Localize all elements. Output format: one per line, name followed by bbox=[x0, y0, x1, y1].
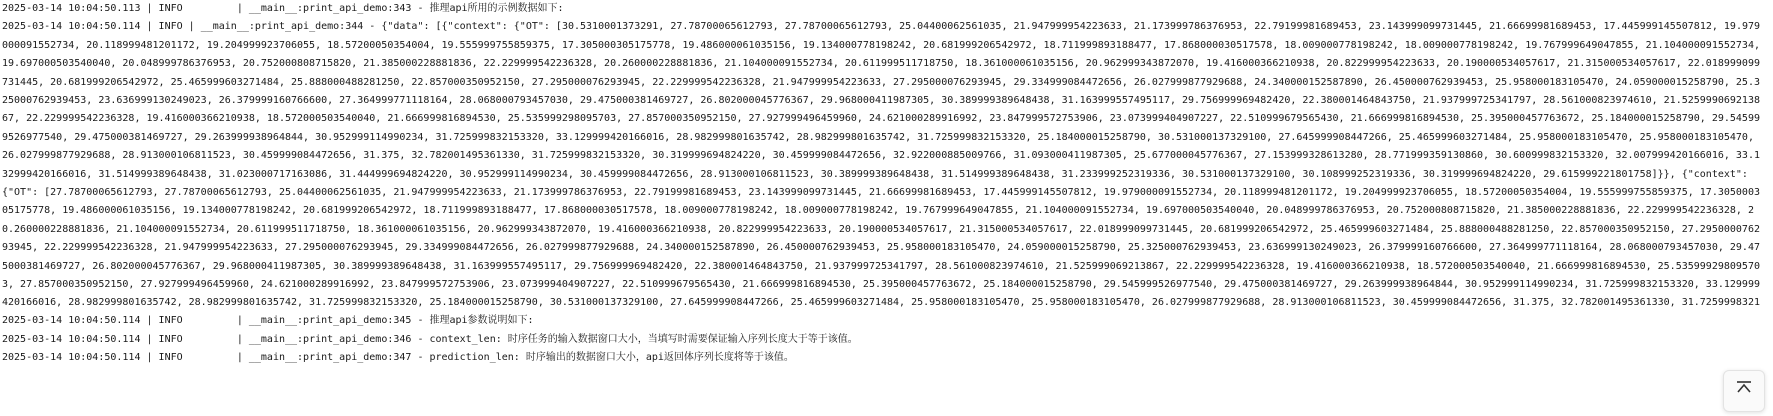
log-message: prediction_len: 时序输出的数据窗口大小，api返回体序列长度将等于该值。 bbox=[429, 352, 794, 364]
log-source: __main__:print_api_demo:343 bbox=[248, 3, 412, 14]
log-source: __main__:print_api_demo:345 bbox=[248, 315, 412, 327]
chevron-up-icon bbox=[1734, 380, 1754, 401]
log-timestamp: 2025-03-14 10:04:50.114 bbox=[2, 352, 141, 364]
log-line: 2025-03-14 10:04:50.114 | INFO | __main__:print_api_demo:347 - prediction_len: 时序输出的数据窗口大小，api返回体序列长度将等于该值。 bbox=[2, 352, 794, 364]
log-output bbox=[2, 0, 1763, 368]
log-source: __main__:print_api_demo:346 bbox=[248, 333, 412, 345]
log-line: 2025-03-14 10:04:50.114 | INFO | __main__:print_api_demo:345 - 推理api参数说明如下: bbox=[2, 315, 534, 327]
log-source: __main__:print_api_demo:347 bbox=[248, 352, 412, 364]
log-source: __main__:print_api_demo:344 bbox=[200, 21, 364, 33]
log-message: 推理api所用的示例数据如下: bbox=[429, 3, 564, 14]
scroll-to-top-button[interactable] bbox=[1723, 370, 1765, 412]
log-line: 2025-03-14 10:04:50.114 | INFO | __main__:print_api_demo:344 - {"data": [{"context": {"OT": [30.5310001373291, 27.78700065612793, 27.78700065612793, 25.04400062561035, 21.947999954223633, 21.173999786376953, 22.79199981689453, 23.143999099731445, 21.66699981689453, 17.445999145507812, 19.979000091552734, 20.118999481201172, 19.204999923706055, 18.57200050354004, 19.555999755859375, 17.305000305175778, 19.486000061035156, 19.134000778198242, 20.681999206542972, 18.711999893188477, 17.868000030517578, 18.009000778198242, 18.009000778198242, 19.767999649047855, 21.104000091552734, 19.697000503540040, 20.048999786376953, 20.752000808715820, 21.385000228881836, 22.229999542236328, 20.260000228881836, 21.104000091552734, 20.611999511718750, 18.361000061035156, 20.962999343872070, 19.416000366210938, 20.822999954223633, 20.190000534057617, 21.315000534057617, 22.018999099731445, 20.681999206542972, 25.465999603271484, 25.888000488281250, 22.857000350952150, 27.295000076293945, 22.229999542236328, 21.947999954223633, 27.295000076293945, 29.334999084472656, 26.027999877929688, 24.340000152587890, 26.450000762939453, 25.958000183105470, 24.059000015258790, 25.325000762939453, 23.636999130249023, 26.379999160766600, 27.364999771118164, 28.068000793457030, 29.475000381469727, 26.802000045776367, 29.968000411987305, 30.389999389648438, 31.163999557495117, 29.756999969482420, 22.380001464843750, 21.937999725341797, 28.561000823974610, 21.525999069213867, 22.229999542236328, 19.416000366210938, 18.572000503540040, 21.666999816894530, 25.535999298095703, 27.857000350952150, 27.927999496459960, 24.621000289916992, 23.847999572753906, 23.073999404907227, 22.510999679565430, 21.666999816894530, 25.395000457763672, 25.184000015258790, 29.545999526977540, 29.475000381469727, 29.263999938964844, 30.952999114990234, 31.725999832153320, 33.129999420166016, 28.982999801635742, 28.982999801635742, 31.725999832153320, 25.184000015258790, 30.531000137329100, 27.645999908447266, 25.465999603271484, 25.958000183105470, 25.958000183105470, 26.027999877929688, 28.913000106811523, 30.459999084472656, 31.375, 32.782001495361330, 31.725999832153320, 30.319999694824220, 30.459999084472656, 32.922000885009766, 31.093000411987305, 25.677000045776367, 27.153999328613280, 28.771999359130860, 30.600999832153320, 32.007999420166016, 33.132999420166016, 31.514999389648438, 31.023000717163086, 31.444999694824220, 30.952999114990234, 30.459999084472656, 28.913000106811523, 30.389999389648438, 31.514999389648438, 31.233999252319336, 30.531000137329100, 30.108999252319336, 30.319999694824220, 29.615999221801758]}}, {"context": {"OT": [27.78700065612793, 27.78700065612793, 25.04400062561035, 21.947999954223633, 21.173999786376953, 22.79199981689453, 23.143999099731445, 21.66699981689453, 17.445999145507812, 19.979000091552734, 20.118999481201172, 19.204999923706055, 18.57200050354004, 19.555999755859375, 17.305000305175778, 19.486000061035156, 19.134000778198242, 20.681999206542972, 18.711999893188477, 17.868000030517578, 18.009000778198242, 18.009000778198242, 19.767999649047855, 21.104000091552734, 19.697000503540040, 20.048999786376953, 20.752000808715820, 21.385000228881836, 22.229999542236328, 20.260000228881836, 21.104000091552734, 20.611999511718750, 18.361000061035156, 20.962999343872070, 19.416000366210938, 20.822999954223633, 20.190000534057617, 21.315000534057617, 22.018999099731445, 20.681999206542972, 25.465999603271484, 25.888000488281250, 22.857000350952150, 27.295000076293945, 22.229999542236328, 21.947999954223633, 27.295000076293945, 29.334999084472656, 26.027999877929688, 24.340000152587890, 26.450000762939453, 25.958000183105470, 24.059000015258790, 25.325000762939453, 23.636999130249023, 26.379999160766600, 27.364999771118164, 28.068000793457030, 29.475000381469727, 26.802000045776367, 29.968000411987305, 30.389999389648438, 31.163999557495117, 29.756999969482420, 22.380001464843750, 21.937999725341797, 28.561000823974610, 21.525999069213867, 22.229999542236328, 19.416000366210938, 18.572000503540040, 21.666999816894530, 25.535999298095703, 27.857000350952150, 27.927999496459960, 24.621000289916992, 23.847999572753906, 23.073999404907227, 22.510999679565430, 21.666999816894530, 25.395000457763672, 25.184000015258790, 29.545999526977540, 29.475000381469727, 29.263999938964844, 30.952999114990234, 31.725999832153320, 33.129999420166016, 28.982999801635742, 28.982999801635742, 31.725999832153320, 25.184000015258790, 30.531000137329100, 27.645999908447266, 25.465999603271484, 25.958000183105470, 25.958000183105470, 26.027999877929688, 28.913000106811523, 30.459999084472656, 31.375, 32.782001495361330, 31.7259998321 bbox=[2, 18, 1763, 312]
log-message: context_len: 时序任务的输入数据窗口大小，当填写时需要保证输入序列长度大于等于该值。 bbox=[429, 333, 858, 345]
log-message: 推理api参数说明如下: bbox=[429, 315, 534, 327]
log-line: 2025-03-14 10:04:50.113 | INFO | __main__:print_api_demo:343 - 推理api所用的示例数据如下: bbox=[2, 3, 564, 14]
log-message: {"data": [{"context": {"OT": [30.5310001373291, 27.78700065612793, 27.78700065612793, 25.04400062561035, 21.947999954223633, 21.173999786376953, 22.79199981689453, 23.143999099731445, 21.66699981689453, 17.445999145507812, 19.979000091552734, 20.118999481201172, 19.204999923706055, 18.57200050354004, 19.555999755859375, 17.305000305175778, 19.486000061035156, 19.134000778198242, 20.681999206542972, 18.711999893188477, 17.868000030517578, 18.009000778198242, 18.009000778198242, 19.767999649047855, 21.104000091552734, 19.697000503540040, 20.048999786376953, 20.752000808715820, 21.385000228881836, 22.229999542236328, 20.260000228881836, 21.104000091552734, 20.611999511718750, 18.361000061035156, 20.962999343872070, 19.416000366210938, 20.822999954223633, 20.190000534057617, 21.315000534057617, 22.018999099731445, 20.681999206542972, 25.465999603271484, 25.888000488281250, 22.857000350952150, 27.295000076293945, 22.229999542236328, 21.947999954223633, 27.295000076293945, 29.334999084472656, 26.027999877929688, 24.340000152587890, 26.450000762939453, 25.958000183105470, 24.059000015258790, 25.325000762939453, 23.636999130249023, 26.379999160766600, 27.364999771118164, 28.068000793457030, 29.475000381469727, 26.802000045776367, 29.968000411987305, 30.389999389648438, 31.163999557495117, 29.756999969482420, 22.380001464843750, 21.937999725341797, 28.561000823974610, 21.525999069213867, 22.229999542236328, 19.416000366210938, 18.572000503540040, 21.666999816894530, 25.535999298095703, 27.857000350952150, 27.927999496459960, 24.621000289916992, 23.847999572753906, 23.073999404907227, 22.510999679565430, 21.666999816894530, 25.395000457763672, 25.184000015258790, 29.545999526977540, 29.475000381469727, 29.263999938964844, 30.952999114990234, 31.725999832153320, 33.129999420166016, 28.982999801635742, 28.982999801635742, 31.725999832153320, 25.184000015258790, 30.531000137329100, 27.645999908447266, 25.465999603271484, 25.958000183105470, 25.958000183105470, 26.027999877929688, 28.913000106811523, 30.459999084472656, 31.375, 32.782001495361330, 31.725999832153320, 30.319999694824220, 30.459999084472656, 32.922000885009766, 31.093000411987305, 25.677000045776367, 27.153999328613280, 28.771999359130860, 30.600999832153320, 32.007999420166016, 33.132999420166016, 31.514999389648438, 31.023000717163086, 31.444999694824220, 30.952999114990234, 30.459999084472656, 28.913000106811523, 30.389999389648438, 31.514999389648438, 31.233999252319336, 30.531000137329100, 30.108999252319336, 30.319999694824220, 29.615999221801758]}}, {"context": {"OT": [27.78700065612793, 27.78700065612793, 25.04400062561035, 21.947999954223633, 21.173999786376953, 22.79199981689453, 23.143999099731445, 21.66699981689453, 17.445999145507812, 19.979000091552734, 20.118999481201172, 19.204999923706055, 18.57200050354004, 19.555999755859375, 17.305000305175778, 19.486000061035156, 19.134000778198242, 20.681999206542972, 18.711999893188477, 17.868000030517578, 18.009000778198242, 18.009000778198242, 19.767999649047855, 21.104000091552734, 19.697000503540040, 20.048999786376953, 20.752000808715820, 21.385000228881836, 22.229999542236328, 20.260000228881836, 21.104000091552734, 20.611999511718750, 18.361000061035156, 20.962999343872070, 19.416000366210938, 20.822999954223633, 20.190000534057617, 21.315000534057617, 22.018999099731445, 20.681999206542972, 25.465999603271484, 25.888000488281250, 22.857000350952150, 27.295000076293945, 22.229999542236328, 21.947999954223633, 27.295000076293945, 29.334999084472656, 26.027999877929688, 24.340000152587890, 26.450000762939453, 25.958000183105470, 24.059000015258790, 25.325000762939453, 23.636999130249023, 26.379999160766600, 27.364999771118164, 28.068000793457030, 29.475000381469727, 26.802000045776367, 29.968000411987305, 30.389999389648438, 31.163999557495117, 29.756999969482420, 22.380001464843750, 21.937999725341797, 28.561000823974610, 21.525999069213867, 22.229999542236328, 19.416000366210938, 18.572000503540040, 21.666999816894530, 25.535999298095703, 27.857000350952150, 27.927999496459960, 24.621000289916992, 23.847999572753906, 23.073999404907227, 22.510999679565430, 21.666999816894530, 25.395000457763672, 25.184000015258790, 29.545999526977540, 29.475000381469727, 29.263999938964844, 30.952999114990234, 31.725999832153320, 33.129999420166016, 28.982999801635742, 28.982999801635742, 31.725999832153320, 25.184000015258790, 30.531000137329100, 27.645999908447266, 25.465999603271484, 25.958000183105470, 25.958000183105470, 26.027999877929688, 28.913000106811523, 30.459999084472656, 31.375, 32.782001495361330, 31.7259998321 bbox=[2, 21, 1761, 309]
log-timestamp: 2025-03-14 10:04:50.114 bbox=[2, 333, 141, 345]
log-level: INFO bbox=[158, 352, 189, 364]
log-timestamp: 2025-03-14 10:04:50.113 bbox=[2, 3, 141, 14]
log-timestamp: 2025-03-14 10:04:50.114 bbox=[2, 315, 141, 327]
log-level: INFO bbox=[158, 315, 189, 327]
log-level: INFO bbox=[158, 21, 189, 33]
log-level: INFO bbox=[158, 333, 189, 345]
log-line: 2025-03-14 10:04:50.114 | INFO | __main__:print_api_demo:346 - context_len: 时序任务的输入数据窗口大小，当填写时需要保证输入序列长度大于等于该值。 bbox=[2, 333, 858, 345]
log-timestamp: 2025-03-14 10:04:50.114 bbox=[2, 21, 141, 33]
log-level: INFO bbox=[158, 3, 189, 14]
